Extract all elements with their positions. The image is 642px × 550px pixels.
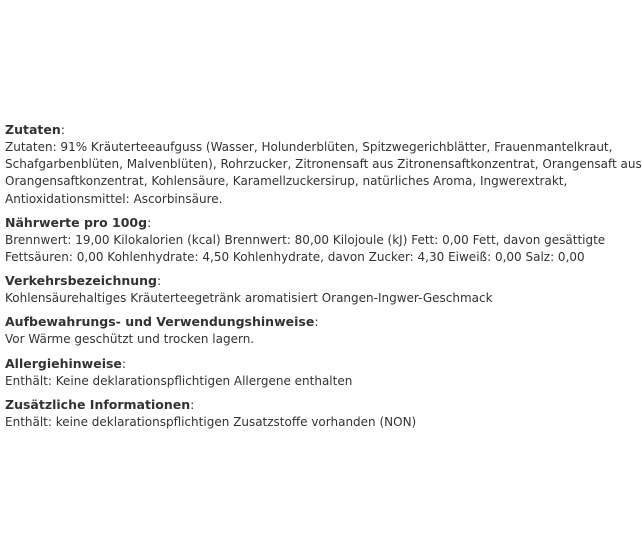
section-body [5,331,550,348]
product-info [5,121,642,431]
section-naehrwerte [5,214,606,266]
section-body [5,414,550,431]
section-heading: Zusätzliche Informationen: [5,396,195,412]
section-verkehrsbezeichnung [5,272,550,307]
section-body [5,232,606,266]
section-heading: Zutaten: [5,122,65,137]
section-aufbewahrung [5,313,550,348]
section-heading: Verkehrsbezeichnung: [5,273,162,289]
section-zusaetzliche-informationen [5,396,550,431]
body-line: Fettsäuren: 0,00 Kohlenhydrate: 4,50 Kohlenhydrate, davon Zucker: 4,30 Eiweiß: 0,00 Salz: 0,00 [5,250,585,265]
body-line: Orangensaftkonzentrat, Kohlensäure, Karamellzuckersirup, natürliches Aroma, Ingwerextrakt, [5,174,568,189]
body-line: Antioxidationsmittel: Ascorbinsäure. [5,191,223,206]
section-body [5,290,550,307]
body-line: Vor Wärme geschützt und trocken lagern. [5,332,255,347]
section-heading: Nährwerte pro 100g: [5,214,152,230]
section-heading: Allergiehinweise: [5,355,127,371]
body-line: Enthält: keine deklarationspflichtigen Zusatzstoffe vorhanden (NON) [5,414,417,429]
body-line: Brennwert: 19,00 Kilokalorien (kcal) Brennwert: 80,00 Kilojoule (kJ) Fett: 0,00 Fett, davon gesättigte [5,232,606,247]
body-line: Zutaten: 91% Kräuterteeaufguss (Wasser, Holunderblüten, Spitzwegerichblätter, Frauenmantelkraut, [5,140,613,154]
body-line: Schafgarbenblüten, Malvenblüten), Rohrzucker, Zitronensaft aus Zitronensaftkonzentrat, Orangensaft aus [5,157,642,172]
body-line: Kohlensäurehaltiges Kräuterteegetränk aromatisiert Orangen-Ingwer-Geschmack [5,291,493,306]
section-heading: Aufbewahrungs- und Verwendungshinweise: [5,314,319,330]
body-line: Enthält: Keine deklarationspflichtigen Allergene enthalten [5,373,353,388]
section-body [5,139,642,208]
section-allergiehinweise [5,355,550,390]
section-zutaten [5,121,642,208]
section-body [5,373,550,390]
